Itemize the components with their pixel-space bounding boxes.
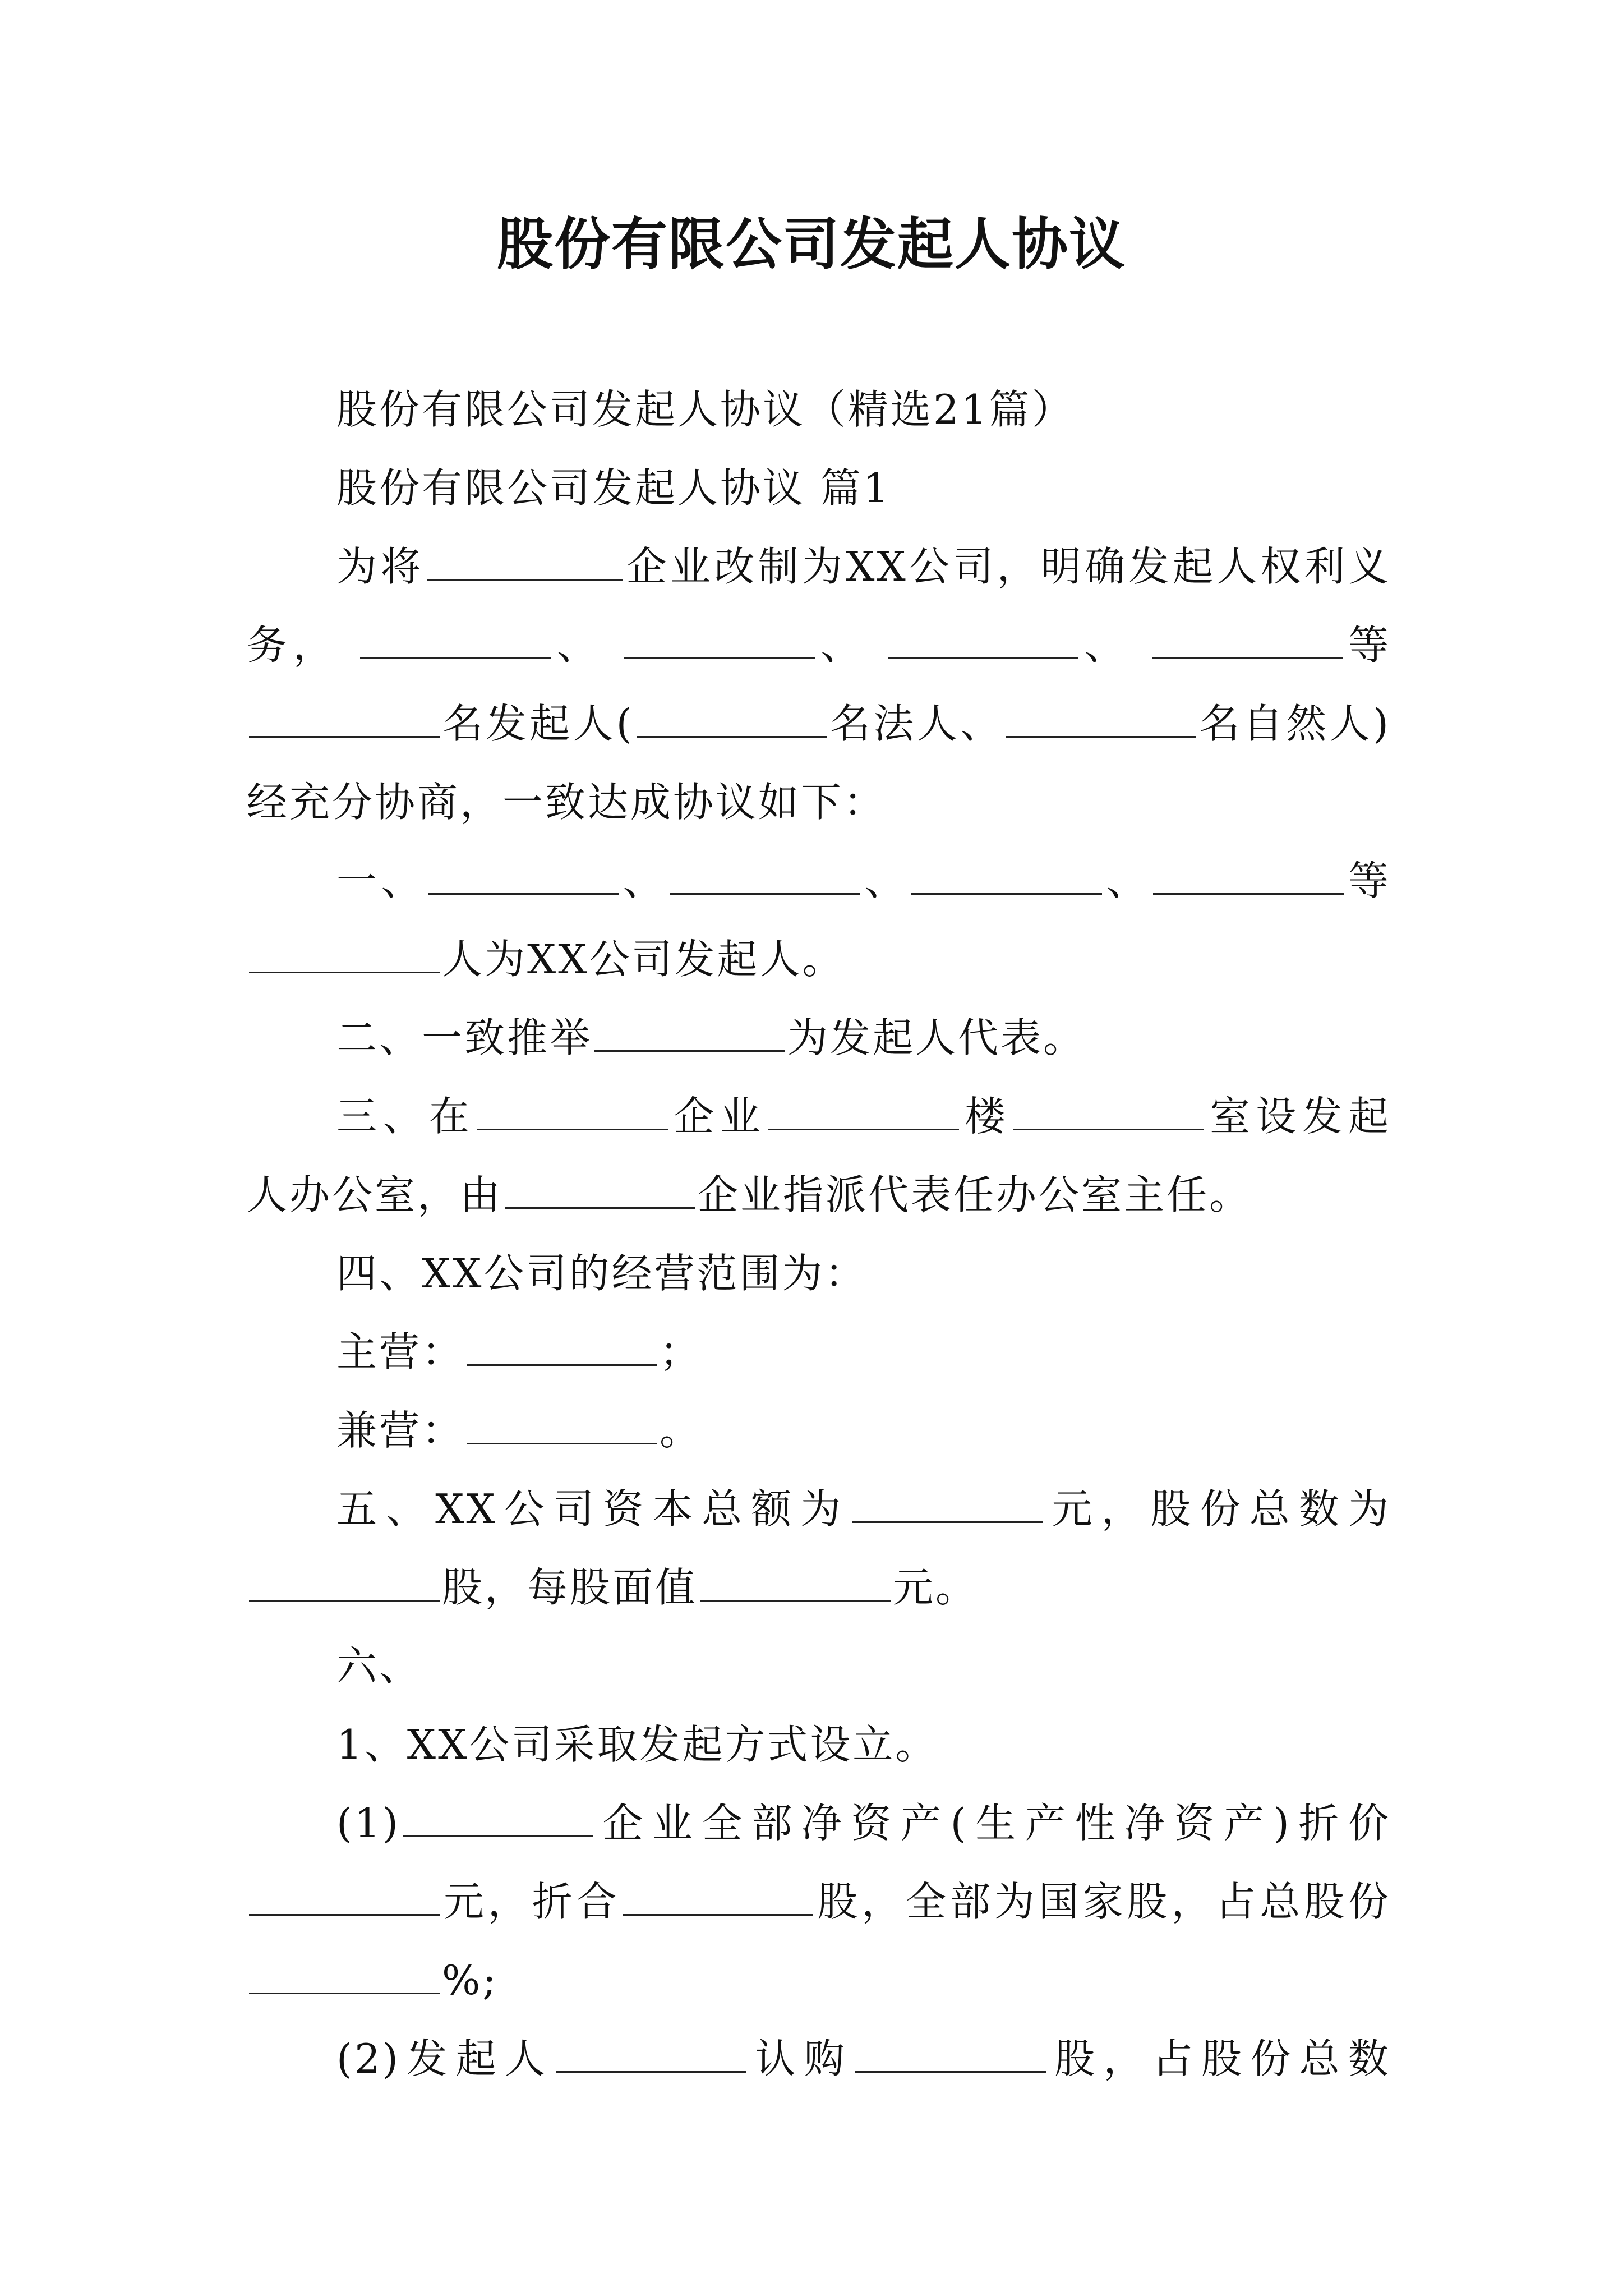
- text: 务，: [247, 622, 339, 669]
- paragraph-line: [247, 763, 1391, 841]
- text: (2)发起人: [336, 2035, 554, 2082]
- blank-field: [249, 1563, 440, 1602]
- text: 企业: [670, 1093, 766, 1140]
- paragraph-line: [247, 1548, 1391, 1627]
- text: 兼营：: [336, 1407, 465, 1454]
- paragraph-line: [247, 527, 1391, 606]
- text: 元，折合: [442, 1878, 621, 1925]
- blank-field: [477, 1092, 668, 1130]
- text: 五、XX公司资本总额为: [336, 1485, 850, 1533]
- text: 、: [621, 857, 668, 904]
- text: %;: [442, 1957, 499, 2004]
- blank-field: [670, 856, 860, 895]
- blank-field: [594, 1013, 785, 1052]
- text: 股，占股份总数: [1048, 2035, 1391, 2082]
- text: 、: [553, 622, 603, 669]
- paragraph-line: [247, 606, 1391, 684]
- subtitle-line: [247, 370, 1391, 449]
- text: 等: [1344, 622, 1391, 669]
- text: (1): [336, 1800, 400, 1847]
- text: 三、在: [336, 1093, 475, 1140]
- blank-field: [1006, 699, 1196, 738]
- text: 元。: [893, 1564, 979, 1611]
- blank-field: [505, 1170, 695, 1209]
- text: 主营：: [336, 1328, 465, 1375]
- paragraph-line: [247, 1862, 1391, 1941]
- blank-field: [556, 2034, 746, 2073]
- text: 企业改制为XX公司，明确发起人权利义: [625, 543, 1391, 590]
- paragraph-line: [247, 920, 1391, 999]
- text: 为发起人代表。: [787, 1014, 1086, 1061]
- text: 股份有限公司发起人协议（精选21篇）: [336, 386, 1075, 433]
- blank-field: [700, 1563, 891, 1602]
- paragraph-line: [247, 1627, 1391, 1705]
- blank-field: [403, 1798, 593, 1837]
- text: 企业全部净资产(生产性净资产)折价: [596, 1800, 1391, 1847]
- text: 元，股份总数为: [1045, 1485, 1391, 1533]
- text: 、: [863, 857, 910, 904]
- blank-field: [1013, 1092, 1204, 1130]
- blank-field: [852, 1484, 1043, 1523]
- paragraph-line: [247, 1234, 1391, 1313]
- text: 认购: [749, 2035, 853, 2082]
- blank-field: [467, 1327, 657, 1366]
- blank-field: [1153, 856, 1344, 895]
- text: 企业指派代表任办公室主任。: [698, 1171, 1252, 1218]
- blank-field: [360, 620, 551, 659]
- text: 等: [1346, 857, 1391, 904]
- blank-field: [249, 1955, 440, 1994]
- blank-field: [637, 699, 827, 738]
- text: 经充分协商，一致达成协议如下：: [247, 779, 887, 826]
- text: 四、XX公司的经营范围为：: [336, 1250, 868, 1297]
- text: 股，全部为国家股，占总股份: [815, 1878, 1391, 1925]
- text: 二、一致推举: [336, 1014, 593, 1061]
- blank-field: [911, 856, 1102, 895]
- text: 名自然人): [1198, 700, 1391, 747]
- blank-field: [249, 935, 440, 973]
- text: 股，每股面值: [442, 1564, 698, 1611]
- blank-field: [249, 1877, 440, 1916]
- text: 、: [1104, 857, 1151, 904]
- blank-field: [624, 620, 815, 659]
- text: 名发起人(: [442, 700, 634, 747]
- paragraph-line: [247, 1313, 1391, 1391]
- blank-field: [768, 1092, 959, 1130]
- paragraph-line: [247, 1470, 1391, 1548]
- text: 股份有限公司发起人协议 篇1: [336, 464, 891, 512]
- blank-field: [888, 620, 1078, 659]
- blank-field: [467, 1406, 657, 1444]
- text: 。: [660, 1407, 703, 1454]
- paragraph-line: [247, 1391, 1391, 1470]
- paragraph-line: [247, 1784, 1391, 1862]
- paragraph-line: [247, 999, 1391, 1077]
- blank-field: [427, 542, 623, 581]
- text: 、: [1081, 622, 1131, 669]
- paragraph-line: [247, 1077, 1391, 1156]
- text: 六、: [336, 1642, 422, 1690]
- section-heading: [247, 449, 1391, 527]
- blank-field: [1152, 620, 1343, 659]
- text: 人为XX公司发起人。: [442, 936, 845, 983]
- paragraph-line: [247, 1705, 1391, 1784]
- paragraph-line: [247, 1941, 1391, 2019]
- text: 一、: [336, 857, 426, 904]
- text: 为将: [336, 543, 425, 590]
- paragraph-line: [247, 841, 1391, 920]
- text: 1、XX公司采取发起方式设立。: [336, 1721, 938, 1768]
- text: 、: [817, 622, 867, 669]
- text: 名法人、: [829, 700, 1004, 747]
- text: 楼: [961, 1093, 1011, 1140]
- blank-field: [428, 856, 619, 895]
- blank-field: [855, 2034, 1046, 2073]
- text: ；: [660, 1328, 703, 1375]
- paragraph-line: [247, 684, 1391, 763]
- blank-field: [623, 1877, 813, 1916]
- text: 人办公室，由: [247, 1171, 503, 1218]
- text: 室设发起: [1206, 1093, 1391, 1140]
- paragraph-line: [247, 2019, 1391, 2098]
- blank-field: [249, 699, 440, 738]
- paragraph-line: [247, 1156, 1391, 1234]
- document-title: 股份有限公司发起人协议: [497, 211, 1126, 277]
